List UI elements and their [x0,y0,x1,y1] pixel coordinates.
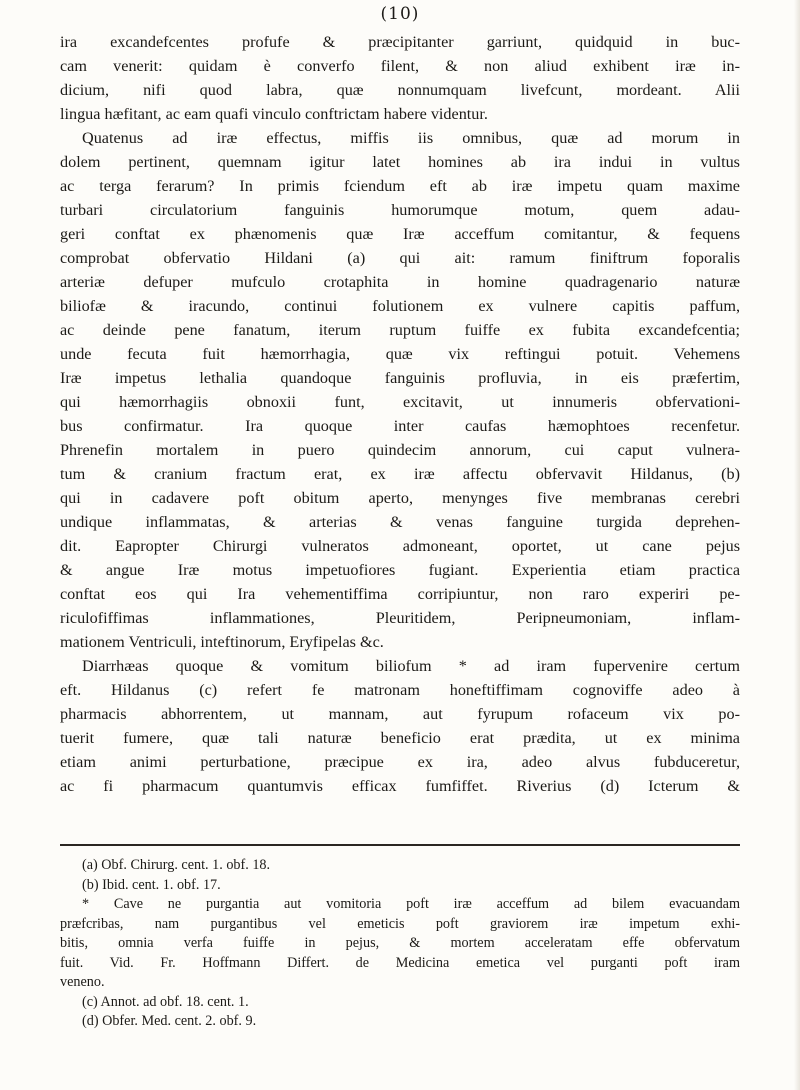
footnote: bitis, omnia verfa fuiffe in pejus, & mortem acceleratam effe obfervatum [60,935,740,951]
text-line: conftat eos qui Ira vehementiffima corripiuntur, non raro experiri pe- [60,585,740,603]
text-line: unde fecuta fuit hæmorrhagia, quæ vix reftingui potuit. Vehemens [60,345,740,363]
text-line: ac deinde pene fanatum, iterum ruptum fuiffe ex fubita excandefcentia; [60,321,740,339]
text-line: qui hæmorrhagiis obnoxii funt, excitavit, ut innumeris obfervationi- [60,393,740,411]
text-line: etiam animi perturbatione, præcipue ex ira, adeo alvus fubduceretur, [60,753,740,771]
footnote: fuit. Vid. Fr. Hoffmann Differt. de Medicina emetica vel purganti poft iram [60,954,740,971]
text-line: dolem pertinent, quemnam igitur latet homines ab ira indui in vultus [60,153,740,171]
text-line: Quatenus ad iræ effectus, miffis iis omnibus, quæ ad morum in [82,129,740,147]
text-line: & angue Iræ motus impetuofiores fugiant. Experientia etiam practica [60,561,740,579]
main-text-block [60,30,740,798]
footnote: * Cave ne purgantia aut vomitoria poft iræ acceffum ad bilem evacuandam [82,896,740,912]
text-line: comprobat obfervatio Hildani (a) qui ait: ramum finiftrum foporalis [60,249,740,267]
text-line: dicium, nifi quod labra, quæ nonnumquam livefcunt, mordeant. Alii [60,81,740,99]
text-line: geri conftat ex phænomenis quæ Iræ acceffum comitantur, & fequens [60,225,740,243]
page-edge-shadow [794,0,800,1090]
text-line: qui in cadavere poft obitum aperto, menynges five membranas cerebri [60,489,740,507]
footnote: (d) Obfer. Med. cent. 2. obf. 9. [82,1013,257,1029]
text-line: biliofæ & iracundo, continui folutionem ex vulnere capitis paffum, [60,297,740,315]
text-line: eft. Hildanus (c) refert fe matronam honeftiffimam cognoviffe adeo à [60,681,740,699]
footnote: veneno. [60,974,105,990]
footnote: (a) Obf. Chirurg. cent. 1. obf. 18. [82,857,271,873]
text-line: riculofiffimas inflammationes, Pleuritidem, Peripneumoniam, inflam- [60,609,740,627]
text-line: tuerit fumere, quæ tali naturæ beneficio erat prædita, ut ex minima [60,729,740,747]
footnote-divider [60,844,740,846]
text-line: cam venerit: quidam è converfo filent, & non aliud exhibent iræ in- [60,57,740,75]
text-line: ac terga ferarum? In primis fciendum eft ab iræ impetu quam maxime [60,177,740,195]
text-line: Phrenefin mortalem in puero quindecim annorum, cui caput vulnera- [60,441,740,459]
text-line: lingua hæfitant, ac eam quafi vinculo conftrictam habere videntur. [60,105,488,123]
text-line: ira excandefcentes profufe & præcipitanter garriunt, quidquid in buc- [60,33,740,51]
text-line: dit. Eapropter Chirurgi vulneratos admoneant, oportet, ut cane pejus [60,537,740,555]
text-line: Iræ impetus lethalia quandoque fanguinis profluvia, in eis præfertim, [60,369,740,387]
text-line: Diarrhæas quoque & vomitum biliofum * ad iram fupervenire certum [82,657,740,675]
text-line: pharmacis abhorrentem, ut mannam, aut fyrupum rofaceum vix po- [60,705,740,723]
footnote: (c) Annot. ad obf. 18. cent. 1. [82,993,249,1010]
text-line: tum & cranium fractum erat, ex iræ affectu obfervavit Hildanus, (b) [60,465,740,483]
footnotes-block [60,856,740,1032]
page-number: (10) [380,4,420,24]
text-line: arteriæ defuper mufculo crotaphita in homine quadragenario naturæ [60,273,740,291]
text-line: bus confirmatur. Ira quoque inter caufas hæmophtoes recenfetur. [60,417,740,435]
text-line: undique inflammatas, & arterias & venas fanguine turgida deprehen- [60,513,740,531]
footnote: præfcribas, nam purgantibus vel emeticis poft graviorem iræ impetum exhi- [60,915,740,932]
text-line: mationem Ventriculi, inteftinorum, Eryfipelas &c. [60,633,384,651]
text-line: turbari circulatorium fanguinis humorumque motum, quem adau- [60,201,740,219]
footnote: (b) Ibid. cent. 1. obf. 17. [82,876,221,893]
text-line: ac fi pharmacum quantumvis efficax fumfiffet. Riverius (d) Icterum & [60,777,740,795]
